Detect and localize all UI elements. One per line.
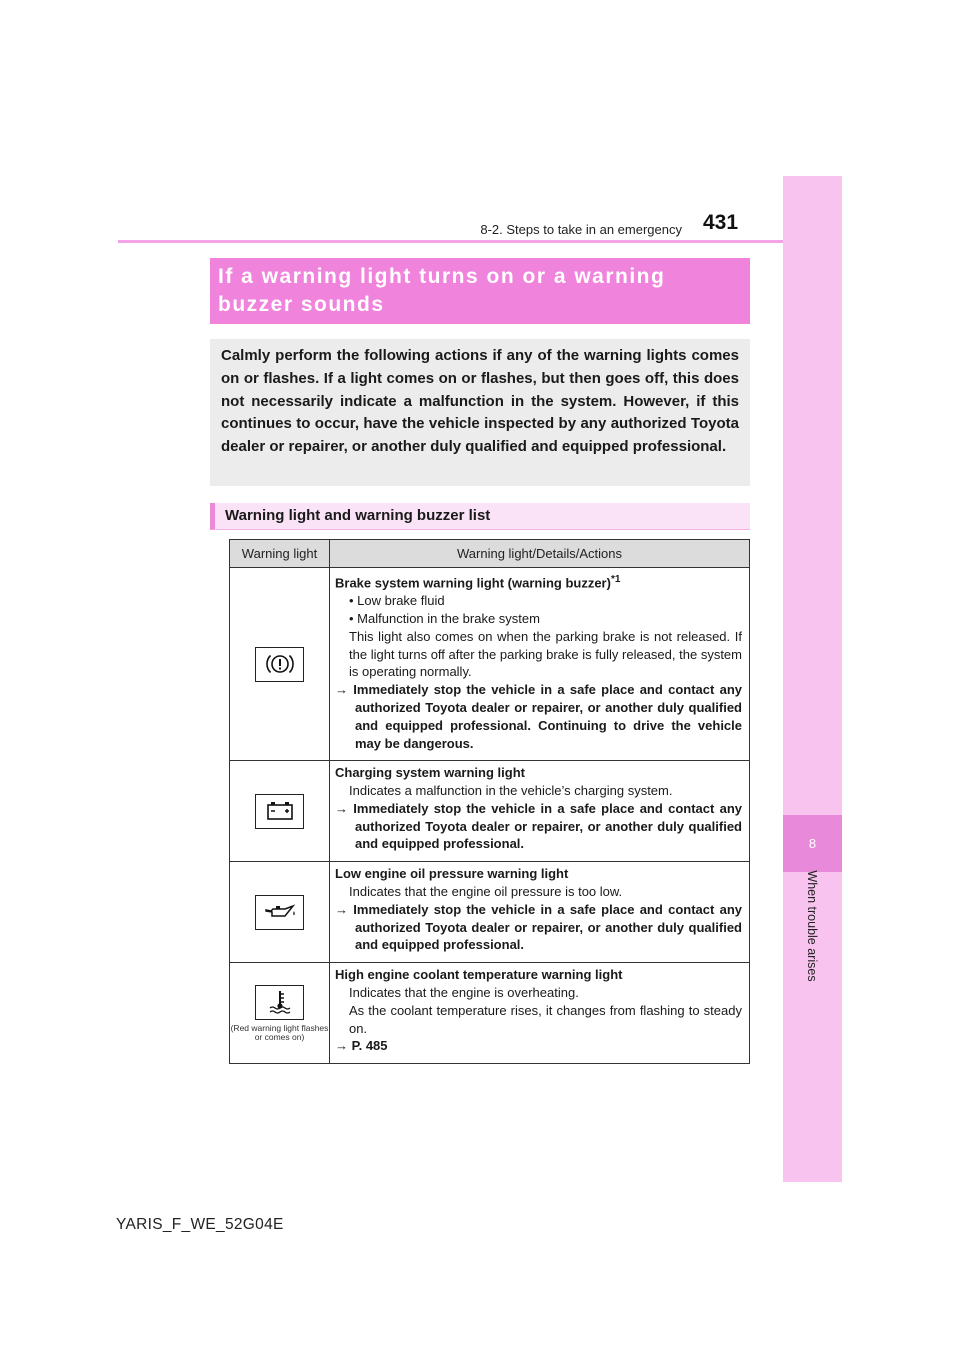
intro-paragraph: Calmly perform the following actions if any of the warning lights comes on or flashes. If a light comes on or flashes, but then goes off, this does not necessarily indicate a malfunction in the system. However, if this continues to occur, have the vehicle inspected by any authorized Toyota dealer or repairer, or another duly qualified and equipped professional. <box>210 339 750 486</box>
detail-cell <box>330 963 750 1064</box>
icon-caption: (Red warning light flashes or comes on) <box>230 1022 329 1042</box>
row-action: → Immediately stop the vehicle in a safe place and contact any authorized Toyota dealer or repairer, or another duly qualified and equipped professional. <box>335 800 742 852</box>
table-header-warning-light: Warning light <box>230 540 330 568</box>
row-detail: Indicates a malfunction in the vehicle’s charging system. <box>349 783 673 799</box>
row-detail: This light also comes on when the parking brake is not released. If the light turns off after the parking brake is fully released, the system is operating normally. <box>349 628 742 680</box>
row-action: → Immediately stop the vehicle in a safe place and contact any authorized Toyota dealer or repairer, or another duly qualified and equipped professional. <box>335 901 742 953</box>
chapter-title: When trouble arises <box>805 870 819 982</box>
oil-can-icon <box>255 895 304 930</box>
table-header-row <box>230 540 750 568</box>
table-row <box>230 963 750 1064</box>
page-title-banner <box>210 258 750 324</box>
coolant-temperature-icon <box>255 985 304 1020</box>
row-detail: As the coolant temperature rises, it changes from flashing to steady on. <box>349 1002 742 1036</box>
detail-cell <box>330 862 750 963</box>
table-row <box>230 568 750 761</box>
row-detail: Indicates that the engine oil pressure is too low. <box>349 884 623 900</box>
row-title: Brake system warning light (warning buzzer)$^{*1}$ <box>335 574 621 591</box>
row-title: High engine coolant temperature warning light <box>335 967 623 983</box>
icon-cell <box>230 862 330 963</box>
icon-cell <box>230 963 330 1064</box>
table-header-details: Warning light/Details/Actions <box>330 540 750 568</box>
row-detail: Indicates that the engine is overheating. <box>349 985 579 1001</box>
table-row <box>230 761 750 862</box>
row-title: Low engine oil pressure warning light <box>335 866 569 882</box>
row-title: Charging system warning light <box>335 765 525 781</box>
row-action: → Immediately stop the vehicle in a safe place and contact any authorized Toyota dealer or repairer, or another duly qualified and equipped professional. Continuing to drive the vehicle may be dangerous. <box>335 682 742 751</box>
table-row <box>230 862 750 963</box>
detail-cell <box>330 568 750 761</box>
subheading: Warning light and warning buzzer list <box>210 503 750 530</box>
chapter-number: 8 <box>783 815 842 872</box>
bullet-item: • Malfunction in the brake system <box>349 610 540 626</box>
icon-cell <box>230 568 330 761</box>
battery-icon <box>255 794 304 829</box>
detail-cell <box>330 761 750 862</box>
header-divider <box>118 240 783 243</box>
chapter-side-tab <box>783 176 842 1182</box>
brake-warning-icon <box>255 647 304 682</box>
footnote-marker: *1 <box>610 574 621 585</box>
document-code: YARIS_F_WE_52G04E <box>116 1216 284 1233</box>
page-title-line-2: buzzer sounds <box>218 293 385 316</box>
bullet-item: • Low brake fluid <box>349 593 445 609</box>
row-action: → P. 485 <box>335 1038 388 1054</box>
icon-cell <box>230 761 330 862</box>
page-title-line-1: If a warning light turns on or a warning <box>218 265 666 288</box>
page-number: 431 <box>703 211 739 234</box>
warning-light-table <box>229 539 750 1064</box>
section-title: 8-2. Steps to take in an emergency <box>480 222 682 237</box>
